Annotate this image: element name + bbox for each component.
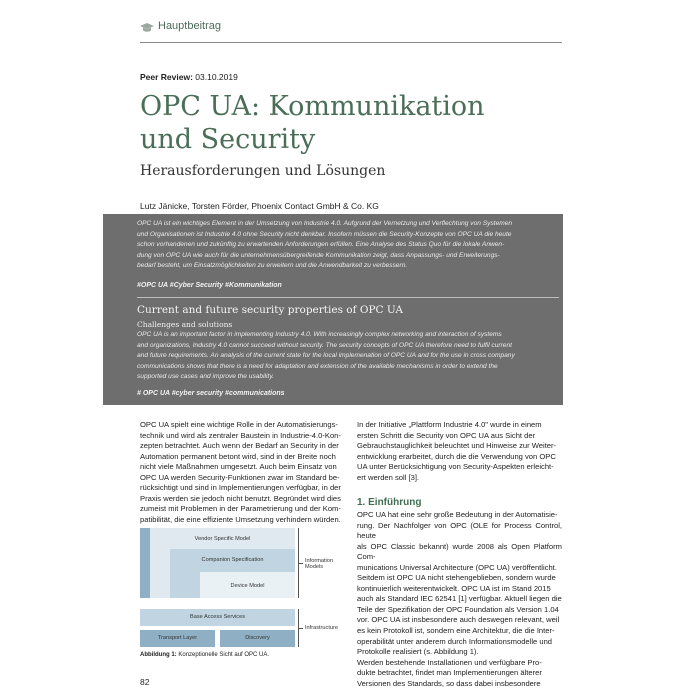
abstract-de-line: bedarf besteht, um Einsatzmöglichkeiten zu erweitern und die Anwendbarkeit zu verbessern.: [137, 262, 408, 270]
body-line: entwicklung erarbeitet, durch die die Verwendung von OPC: [357, 451, 556, 461]
peer-review-label: Peer Review:: [140, 72, 193, 82]
body-line: In der Initiative „Plattform Industrie 4.0" wurde in einem: [357, 420, 542, 429]
body-line: operabilität unter anderem durch Informationsmodelle und: [357, 636, 553, 646]
opc-ua-architecture-diagram: [140, 528, 350, 650]
body-line: Teile der Spezifikation der OPC Foundation als Version 1.04: [357, 604, 559, 614]
figure-caption-label: Abbildung 1:: [140, 652, 177, 658]
abstract-en-tags: # OPC UA #cyber security #communications: [137, 390, 285, 397]
body-line: auch als Standard IEC 62541 [1] verfügbar. Aktuell liegen die: [357, 594, 562, 604]
body-line: Protokolle realisiert (s. Abbildung 1).: [357, 647, 479, 657]
body-line: Automation permanent betont wird, sind in der Breite noch: [140, 451, 336, 461]
authors-line: Lutz Jänicke, Torsten Förder, Phoenix Contact GmbH & Co. KG: [140, 201, 379, 211]
title-line-1: OPC UA: Kommunikation: [140, 91, 485, 122]
abstract-en-line: OPC UA is an important factor in implementing Industry 4.0. With increasingly complex networking and interaction of systems: [137, 331, 502, 338]
abstract-de-line: dung von OPC UA wie auch für die unternehmensübergreifende Kommunikation zeigt, dass Anpassungs- und Erweiterungs-: [137, 251, 500, 259]
abstract-en-line: and future requirements. An analysis of the current state for the local implemenation of OPC UA and for the use in cross company: [137, 352, 515, 360]
body-line: OPC UA spielt eine wichtige Rolle in der Automatisierungs-: [140, 420, 338, 429]
abstract-en-subtitle: Challenges and solutions: [137, 320, 233, 329]
abstract-en-line: communications shows that there is a need for adaptation and extension of the available mechanisms in order to extend the: [137, 362, 498, 370]
body-line: rücksichtigt und sind in Implementierungen verfügbar, in der: [140, 483, 341, 493]
graduation-cap-icon: [140, 23, 154, 33]
figure-caption-text: Konzeptionelle Sicht auf OPC UA.: [178, 652, 270, 658]
page-title: [140, 90, 570, 156]
peer-review-date: 03.10.2019: [195, 72, 238, 82]
vendor-model-accent: [140, 528, 150, 598]
abstract-de-line: schon vorhandenen und zukünftig zu erwartenden Anforderungen erfüllen. Eine Analyse des Status Quo für die lokale Anwen-: [137, 241, 505, 249]
infrastructure-label: Infrastructure: [305, 625, 338, 631]
body-line: nicht viele Maßnahmen umgesetzt. Auch beim Einsatz von: [140, 462, 337, 472]
body-column-right-top: [357, 420, 562, 483]
body-line: Werden bestehende Installationen und verfügbare Pro-: [357, 657, 542, 667]
body-line: OPC UA werden Security-Funktionen zwar im Standard be-: [140, 472, 340, 482]
section-header: [140, 20, 562, 40]
information-models-label: [305, 558, 333, 570]
body-column-left: [140, 420, 348, 525]
peer-review-line: [140, 72, 238, 82]
abstract-divider: [137, 297, 559, 298]
body-line: es kein Protokoll ist, sondern eine Architektur, die die Inter-: [357, 626, 555, 636]
body-line: zepten betrachtet. Auch wenn der Bedarf an Security in der: [140, 441, 339, 451]
body-line: dukte betrachtet, findet man Implementierungen älterer: [357, 668, 542, 678]
companion-spec-label: Companion Specification: [201, 557, 264, 563]
body-line: ert werden soll [3].: [357, 472, 420, 482]
abstract-en-title: Current and future security properties of OPC UA: [137, 304, 403, 316]
figure-caption: [140, 652, 269, 658]
abstract-en-line: and organizations, Industry 4.0 cannot succeed without security. The security concepts of OPC UA therefore need to fulfil current: [137, 341, 512, 349]
abstract-de-line: und Organisationen ist Industrie 4.0 ohne Security nicht denkbar. Insofern müssen die Security-Konzepte von OPC UA die heute: [137, 230, 512, 238]
body-line: ersten Schritt die Security von OPC UA aus Sicht der: [357, 430, 536, 440]
abstract-de: [137, 219, 561, 272]
information-models-label-line: Information: [305, 558, 333, 564]
device-model-label: Device Model: [230, 583, 265, 589]
title-line-2: und Security: [140, 124, 316, 155]
body-line: kontinuierlich weiterentwickelt. OPC UA ist im Stand 2015: [357, 583, 551, 593]
body-line: vor. OPC UA ist insbesondere auch deswegen relevant, weil: [357, 615, 560, 625]
info-models-bracket-tick: [298, 563, 303, 564]
abstract-en: [137, 330, 561, 383]
information-models-label-line: Models: [305, 564, 324, 570]
section-label: Hauptbeitrag: [158, 20, 221, 32]
abstract-en-line: supported use cases and improve the usability.: [137, 373, 274, 381]
abstract-de-line: OPC UA ist ein wichtiges Element in der Umsetzung von Industrie 4.0. Aufgrund der Vernetzung und Verflechtung von Systemen: [137, 220, 513, 227]
section-heading-introduction: 1. Einführung: [357, 497, 422, 508]
body-line: als OPC Classic bekannt) wurde 2008 als Open Platform Com-: [357, 541, 562, 562]
page-number: 82: [140, 677, 150, 687]
body-line: Versionen des Standards, so dass dabei insbesondere: [357, 678, 541, 688]
body-line: Praxis werden sie jedoch nicht benutzt. Begründet wird dies: [140, 493, 341, 503]
page-subtitle: Herausforderungen und Lösungen: [140, 163, 386, 179]
discovery-label: Discovery: [245, 635, 270, 641]
body-line: technik und wird als zentraler Baustein in Industrie-4.0-Kon-: [140, 430, 341, 440]
vendor-model-label: Vendor Specific Model: [194, 536, 251, 542]
base-access-services-label: Base Access Services: [189, 614, 246, 620]
body-line: Seitdem ist OPC UA nicht stehengeblieben, sondern wurde: [357, 573, 556, 583]
abstract-box: [103, 214, 563, 405]
abstract-de-tags: #OPC UA #Cyber Security #Kommunikation: [137, 282, 282, 289]
body-column-right-bottom: [357, 510, 562, 689]
header-divider: [140, 42, 562, 43]
body-line: UA unter Berücksichtigung von Security-Aspekten erleicht-: [357, 462, 554, 472]
body-line: OPC UA hat eine sehr große Bedeutung in der Automatisie-: [357, 510, 558, 519]
body-line: munications Universal Architecture (OPC UA) veröffentlicht.: [357, 562, 557, 572]
transport-layer-label: Transport Layer: [157, 635, 198, 641]
body-line: patibilität, die eine effiziente Umsetzung verhindern würden.: [140, 514, 341, 524]
body-line: zumeist mit Problemen in der Parametrierung und der Kom-: [140, 504, 341, 514]
body-line: rung. Der Nachfolger von OPC (OLE for Process Control, heute: [357, 520, 562, 541]
body-line: Gebrauchstauglichkeit beleuchtet und Hinweise zur Weiter-: [357, 441, 557, 451]
infrastructure-bracket-tick: [298, 628, 303, 629]
